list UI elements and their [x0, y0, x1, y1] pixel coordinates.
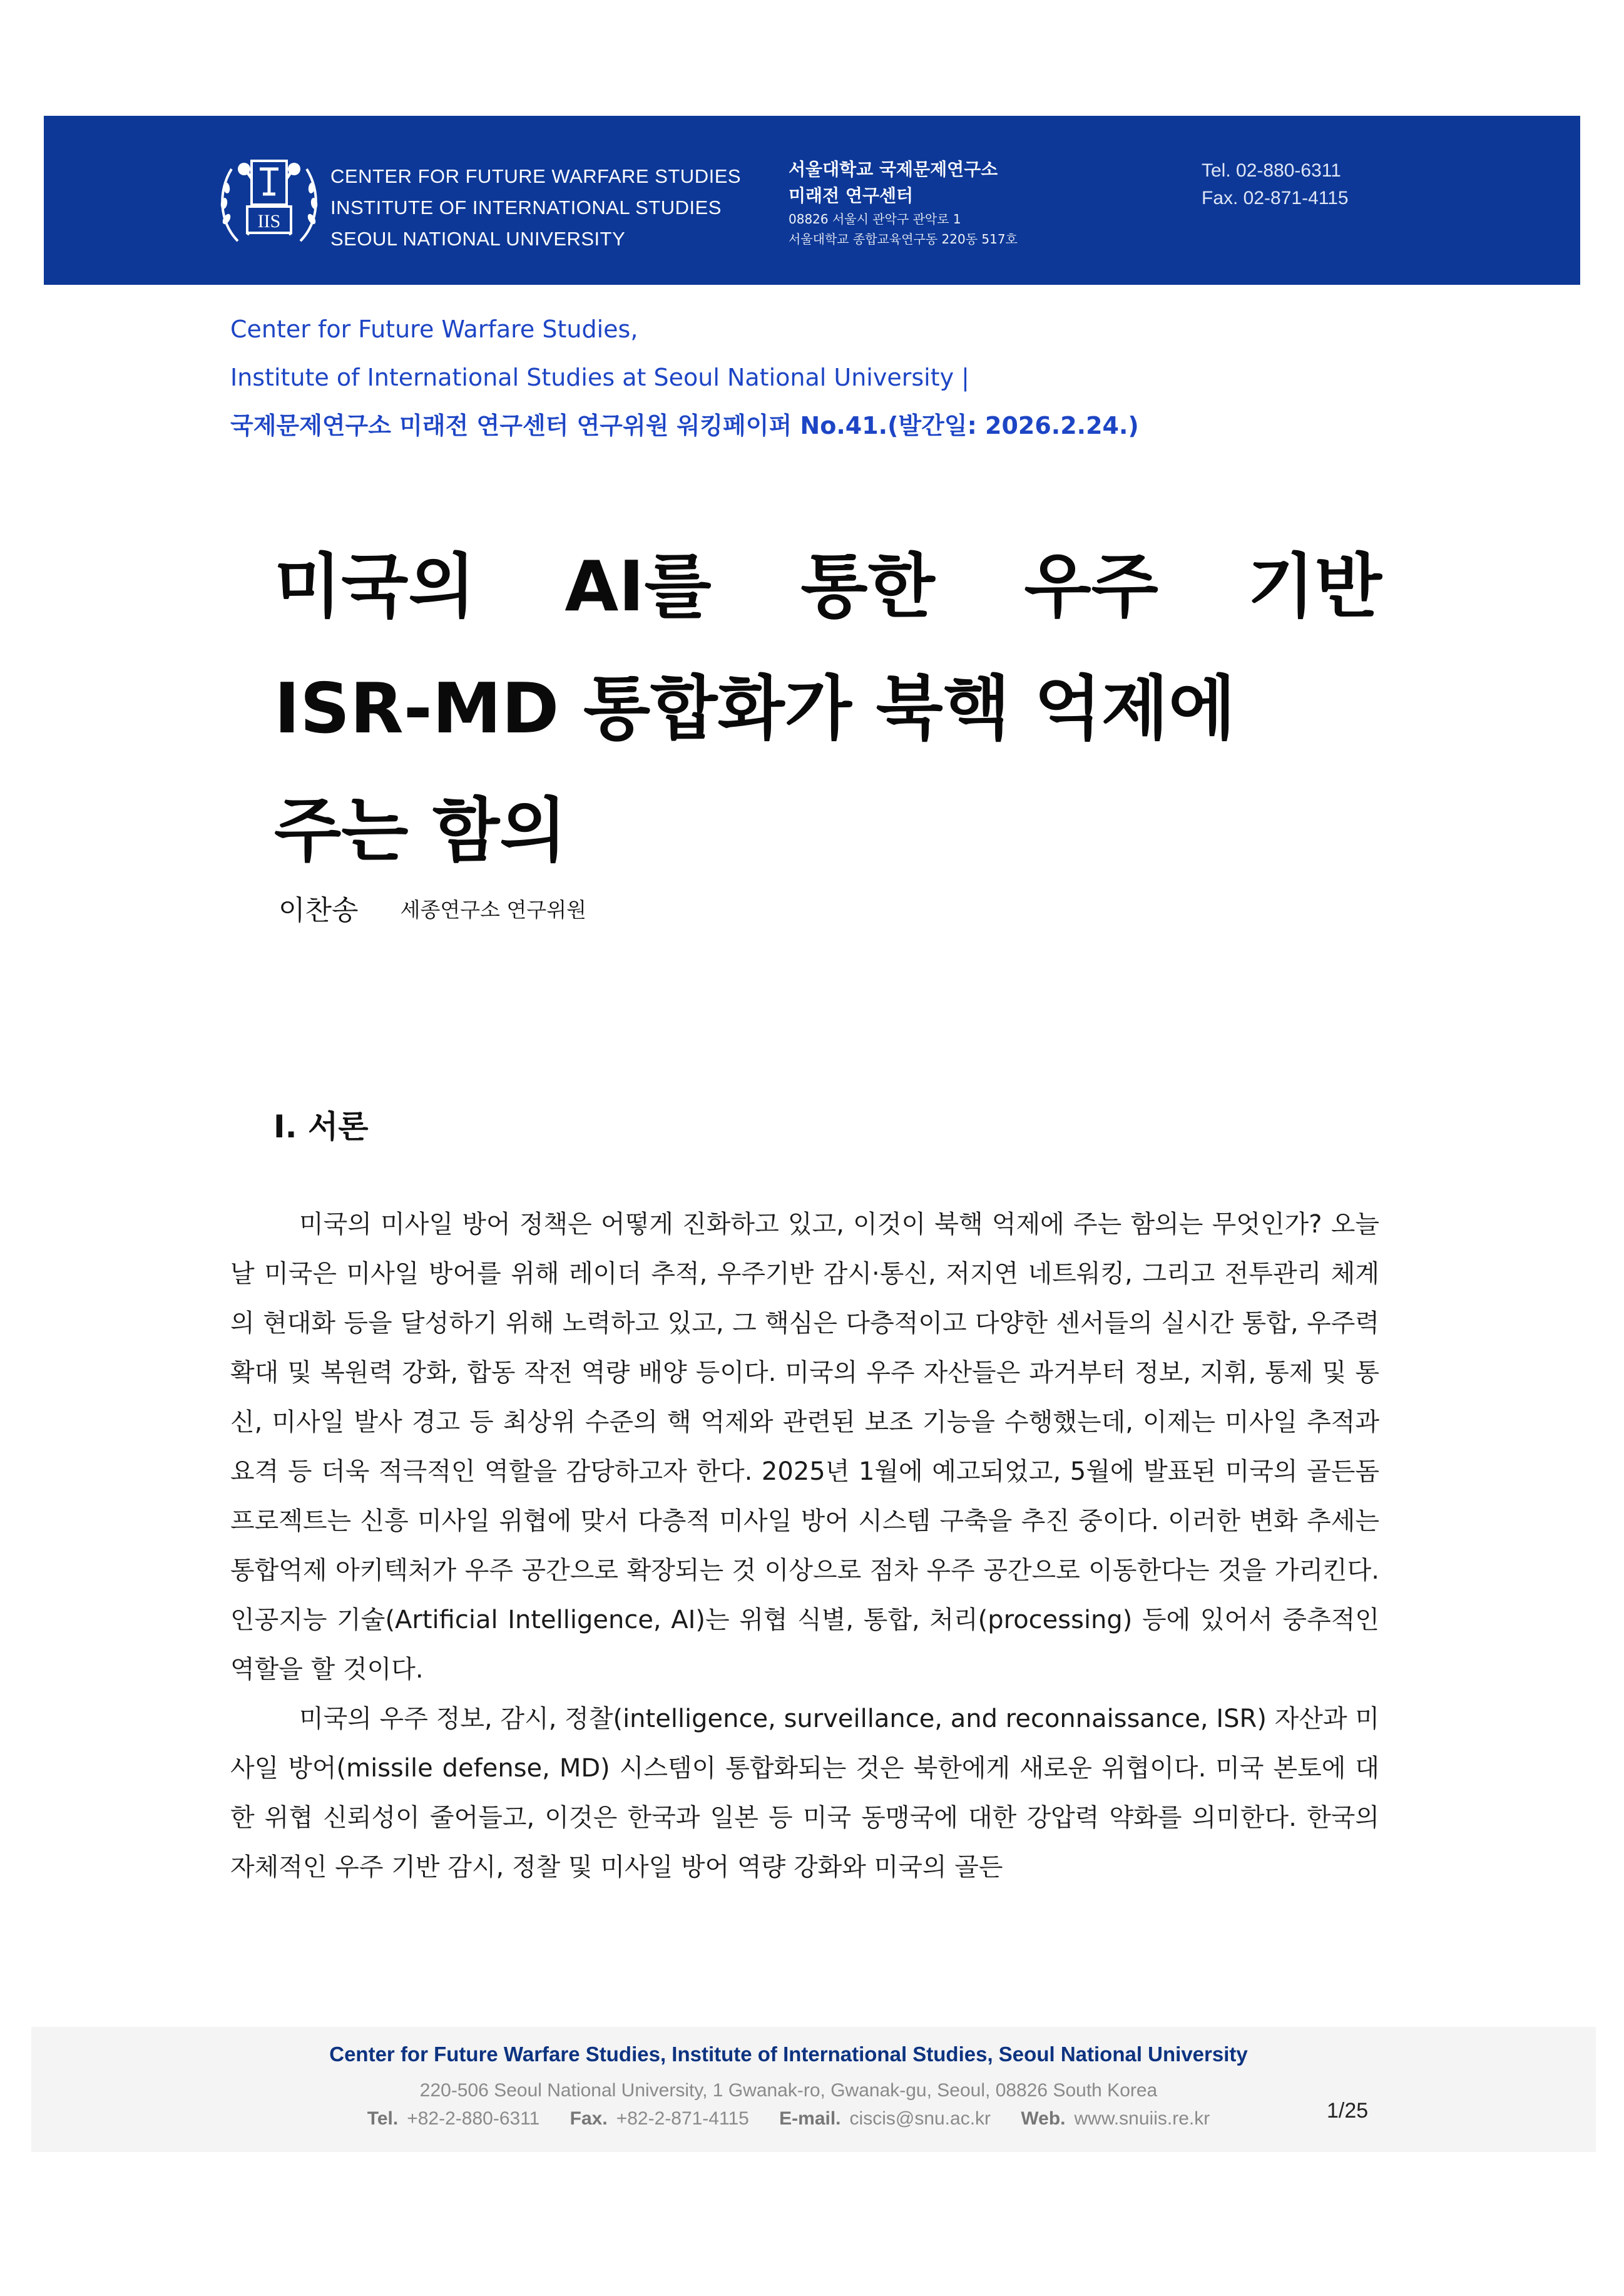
source-line: Institute of International Studies at Seoul National University |: [230, 364, 969, 391]
email-label: E-mail.: [779, 2108, 841, 2129]
paper-source: [230, 305, 1139, 450]
title-line-2: ISR-MD 통합화가 북핵 억제에: [274, 669, 1236, 749]
fax-label: Fax.: [569, 2108, 608, 2129]
institute-line: CENTER FOR FUTURE WARFARE STUDIES: [330, 165, 742, 187]
title-word: 미국의: [274, 546, 476, 627]
korean-institute-name: 서울대학교 국제문제연구소: [789, 159, 998, 180]
page-footer: [31, 2027, 1596, 2152]
title-word: AI를: [564, 546, 712, 627]
author-name: 이찬송: [278, 894, 359, 926]
korean-center-name: 미래전 연구센터: [789, 185, 914, 206]
address-line: 08826 서울시 관악구 관악로 1: [789, 212, 961, 227]
institute-line: INSTITUTE OF INTERNATIONAL STUDIES: [330, 197, 722, 218]
body-text: [230, 1200, 1379, 1892]
title-line-3: 주는 함의: [274, 791, 567, 871]
footer-address: 220-506 Seoul National University, 1 Gwanak-ro, Gwanak-gu, Seoul, 08826 South Korea: [419, 2080, 1158, 2101]
institute-name-english: [330, 161, 741, 255]
author-block: [278, 888, 586, 928]
institute-name-korean: [789, 156, 1018, 249]
footer-tel: +82-2-880-6311: [407, 2108, 540, 2129]
university-seal-icon: [213, 147, 325, 257]
source-line: Center for Future Warfare Studies,: [230, 315, 638, 343]
section-heading: I. 서론: [273, 1109, 369, 1145]
address-line: 서울대학교 종합교육연구동 220동 517호: [789, 232, 1018, 247]
footer-fax: +82-2-871-4115: [616, 2108, 749, 2129]
title-word: 우주: [1024, 546, 1158, 627]
footer-web[interactable]: www.snuiis.re.kr: [1074, 2108, 1210, 2129]
telephone: Tel. 02-880-6311: [1202, 160, 1341, 181]
institute-line: SEOUL NATIONAL UNIVERSITY: [330, 228, 626, 250]
title-word: 통한: [800, 546, 935, 627]
paragraph: 미국의 우주 정보, 감시, 정찰(intelligence, surveillance, and reconnaissance, ISR) 자산과 미사일 방어(missile defense, MD) 시스템이 통합화되는 것은 북한에게 새로운 위협이다. 미국 본토에 대한 위협 신뢰성이 줄어들고, 이것은 한국과 일본 등 미국 동맹국에 대한 강압력 약화를 의미한다. 한국의 자체적인 우주 기반 감시, 정찰 및 미사일 방어 역량 강화와 미국의 골든: [230, 1704, 1379, 1882]
seal-text: IIS: [257, 211, 281, 232]
tel-label: Tel.: [367, 2108, 399, 2129]
series-info: 국제문제연구소 미래전 연구센터 연구위원 워킹페이퍼 No.41.(발간일: 2026.2.24.): [230, 412, 1139, 439]
fax: Fax. 02-871-4115: [1202, 188, 1349, 208]
header-banner: [44, 116, 1580, 285]
author-affiliation: 세종연구소 연구위원: [400, 898, 587, 922]
footer-email[interactable]: ciscis@snu.ac.kr: [849, 2108, 991, 2129]
footer-contacts: [31, 2108, 1546, 2129]
paragraph: 미국의 미사일 방어 정책은 어떻게 진화하고 있고, 이것이 북핵 억제에 주는 함의는 무엇인가? 오늘날 미국은 미사일 방어를 위해 레이더 추적, 우주기반 감시·통신, 저지연 네트워킹, 그리고 전투관리 체계의 현대화 등을 달성하기 위해 노력하고 있고, 그 핵심은 다층적이고 다양한 센서들의 실시간 통합, 우주력 확대 및 복원력 강화, 합동 작전 역량 배양 등이다. 미국의 우주 자산들은 과거부터 정보, 지휘, 통제 및 통신, 미사일 발사 경고 등 최상위 수준의 핵 억제와 관련된 보조 기능을 수행했는데, 이제는 미사일 추적과 요격 등 더욱 적극적인 역할을 감당하고자 한다. 2025년 1월에 예고되었고, 5월에 발표된 미국의 골든돔 프로젝트는 신흥 미사일 위협에 맞서 다층적 미사일 방어 시스템 구축을 추진 중이다. 이러한 변화 추세는 통합억제 아키텍처가 우주 공간으로 확장되는 것 이상으로 점차 우주 공간으로 이동한다는 것을 가리킨다. 인공지능 기술(Artificial Intelligence, AI)는 위협 식별, 통합, 처리(processing) 등에 있어서 중추적인 역할을 할 것이다.: [230, 1210, 1379, 1684]
title-line-1: [274, 526, 1382, 648]
paper-title: [274, 526, 1382, 892]
contact-numbers: [1202, 157, 1349, 212]
title-word: 기반: [1247, 546, 1382, 627]
footer-organization: Center for Future Warfare Studies, Institute of International Studies, Seoul National University: [329, 2042, 1248, 2066]
page-number: 1/25: [1327, 2099, 1369, 2123]
web-label: Web.: [1021, 2108, 1066, 2129]
